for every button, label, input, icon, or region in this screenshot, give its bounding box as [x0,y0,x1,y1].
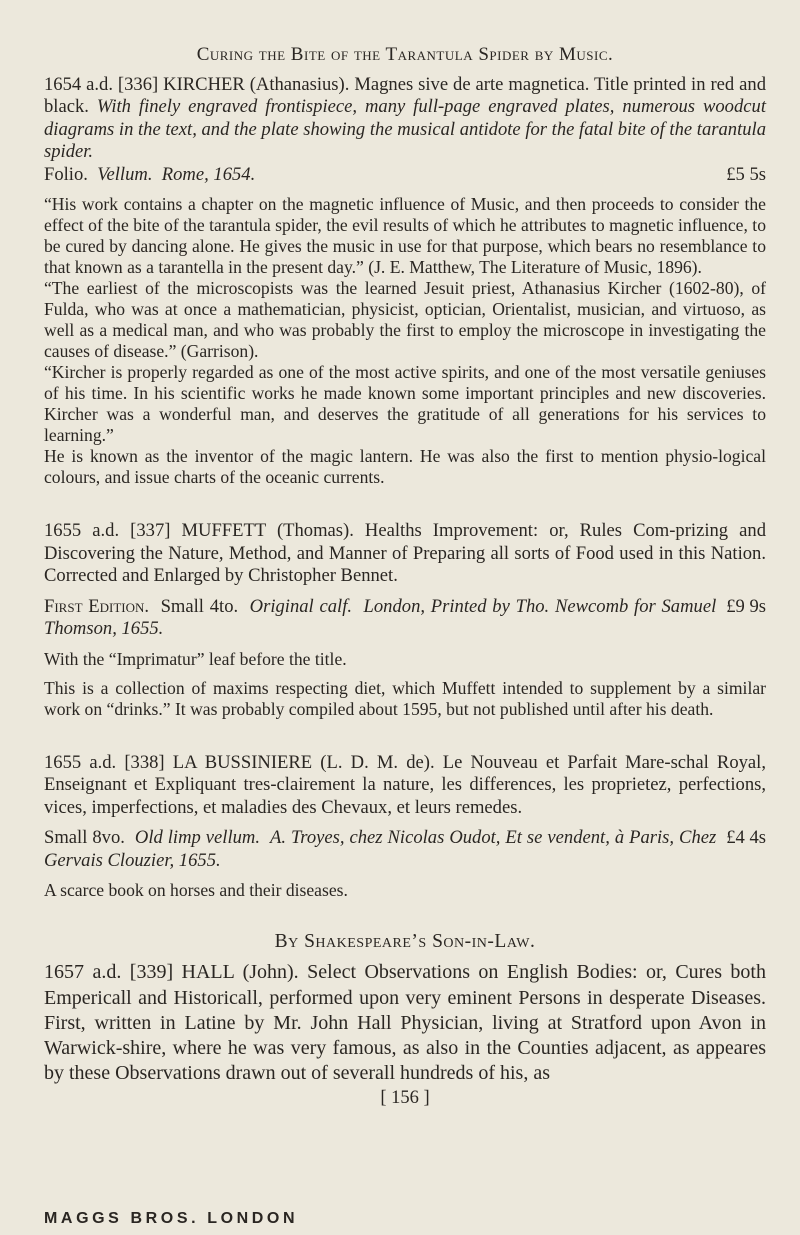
entry-imprint: London, Printed by Tho. Newcomb for Samuel Thomson, 1655. [44,595,717,640]
entry-note: “The earliest of the microscopists was the learned Jesuit priest, Athanasius Kircher (1602-80), of Fulda, who was at once a mathematician, physicist, optician, Orientalist, musician, and virtuoso, as well as a medical man, and who was probably the first to employ the microscope in investigating the causes of disease.” (Garrison). [44,278,766,362]
entry-binding: Vellum. [97,163,153,185]
entry-imprint: A. Troyes, chez Nicolas Oudot, Et se vendent, à Paris, Chez Gervais Clouzier, 1655. [44,827,717,871]
entry-format: Small 8vo. [44,827,125,849]
entry-binding: Original calf. [249,595,353,617]
entry-edition: First Edition. [44,595,150,617]
entry-339 [44,960,766,1086]
entry-imprint: Rome, 1654. [161,163,256,185]
running-head: Curing the Bite of the Tarantula Spider by Music. [196,44,614,65]
entry-format: Small 4to. [160,595,239,617]
entry-imprint-line [44,596,766,641]
entry-description: 1655 a.d. [338] LA BUSSINIERE (L. D. M. de). Le Nouveau et Parfait Mare-schal Royal, Enseignant et Expliquant tres-clairement la nature, les differences, les proprietez, perfections, vices, imperfections, et maladies des Chevaux, et leurs remedes. [44,751,766,818]
page-number: [ 156 ] [380,1088,430,1109]
entry-description: 1657 a.d. [339] HALL (John). Select Observations on English Bodies: or, Cures both Empericall and Historicall, performed upon very eminent Persons in desperate Diseases. First, written in Latine by Mr. John Hall Physician, living at Stratford upon Avon in Warwick-shire, where he was very famous, as also in the Counties adjacent, as appeares by these Observations drawn out of severall hundreds of his, as [44,961,766,1085]
entry-italic-description: With finely engraved frontispiece, many full-page engraved plates, numerous woodcut diagrams in the text, and the plate showing the musical antidote for the fatal bite of the tarantula spider. [44,96,766,163]
entry-format: Folio. [44,163,88,185]
publisher-footer: MAGGS BROS. LONDON [44,1210,299,1227]
entry-note: With the “Imprimatur” leaf before the title. [44,648,347,669]
entry-note: “Kircher is properly regarded as one of the most active spirits, and one of the most versatile geniuses of his time. In his scientific works he made known some important principles and new discoveries. Kircher was a wonderful man, and deserves the gratitude of all generations for his services to learning.” [44,362,766,446]
entry-price: £9 9s [726,595,766,617]
entry-338 [44,752,766,902]
entry-description [44,74,766,164]
entry-note: “His work contains a chapter on the magnetic influence of Music, and then proceeds to consider the effect of the bite of the tarantula spider, the evil results of which he attributes to magnetic influence, to be cured by dancing alone. He gives the music in use for that purpose, which bears no resemblance to that known as a tarantella in the present day.” (J. E. Matthew, The Literature of Music, 1896). [44,194,766,278]
entry-337 [44,520,766,720]
entry-description: 1655 a.d. [337] MUFFETT (Thomas). Healths Improvement: or, Rules Com-prizing and Discovering the Nature, Method, and Manner of Preparing all sorts of Food used in this Nation. Corrected and Enlarged by Christopher Bennet. [44,520,766,587]
entry-note: This is a collection of maxims respecting diet, which Muffett intended to supplement by a similar work on “drinks.” It was probably compiled about 1595, but not published until after his death. [44,677,766,719]
entry-price: £4 4s [726,827,766,849]
entry-binding: Old limp vellum. [134,827,261,849]
entry-note: A scarce book on horses and their diseases. [44,880,348,901]
entry-heading: 1654 a.d. [336] KIRCHER (Athanasius). Magnes sive de arte magnetica. [44,73,590,95]
entry-imprint-line [44,164,766,187]
entry-title-rest: Title printed in red and black. [44,73,766,118]
entry-imprint-line [44,827,766,872]
entry-336 [44,74,766,489]
entry-note: He is known as the inventor of the magic lantern. He was also the first to mention physio-logical colours, and issue charts of the oceanic currents. [44,446,766,488]
section-heading: By Shakespeare’s Son-in-Law. [274,931,536,953]
entry-price: £5 5s [726,163,766,185]
